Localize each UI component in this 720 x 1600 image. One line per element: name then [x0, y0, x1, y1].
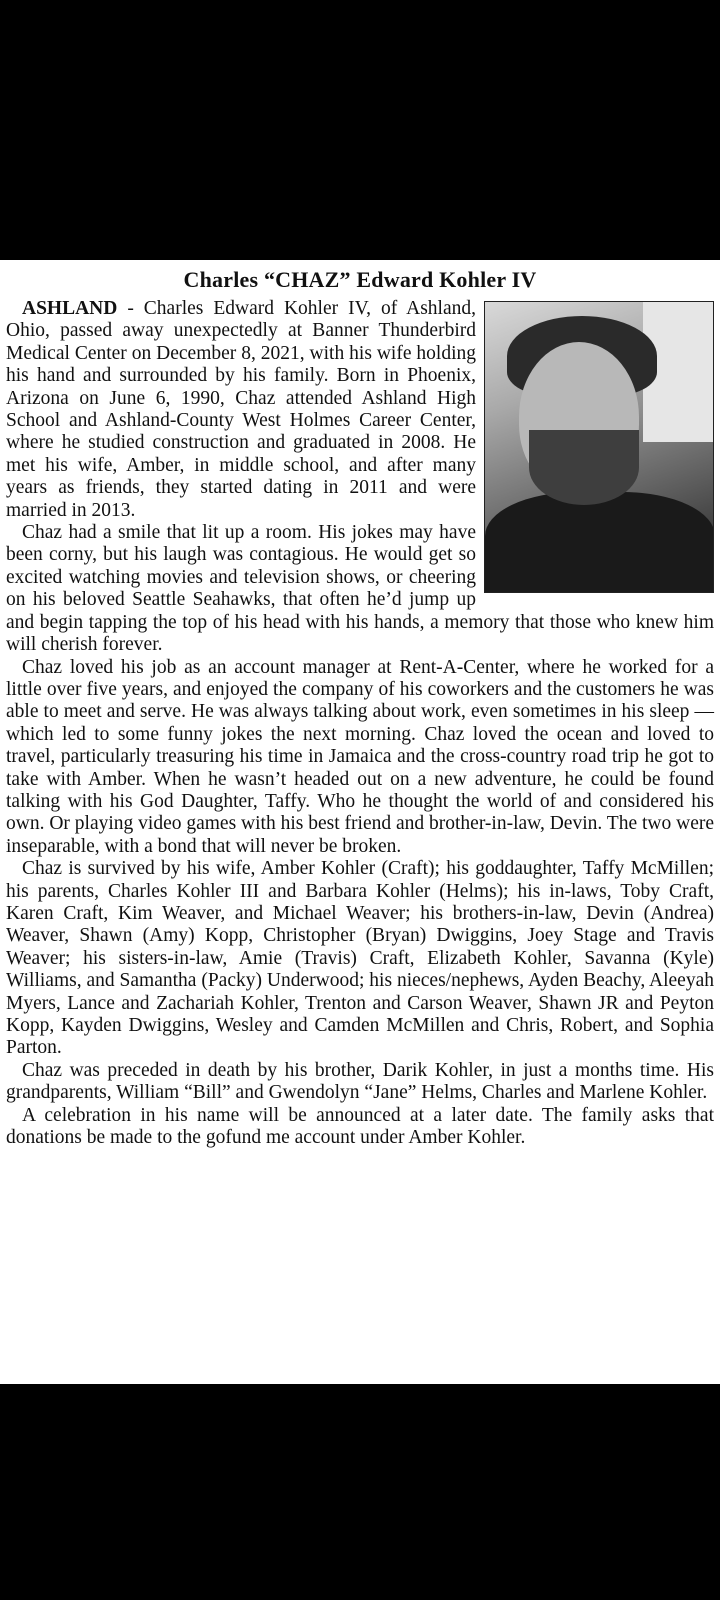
paragraph-2: Chaz had a smile that lit up a room. His jokes may have been corny, but his laugh was contagious. He would get so excited watching movies and television shows, or cheering on his beloved Seattle Seahawks, that often he’d jump up and begin tapping the top of his head with his hands, a memory that those who knew him will cherish forever.: [6, 522, 714, 656]
paragraph-5: Chaz was preceded in death by his brother, Darik Kohler, in just a months time. His grandparents, William “Bill” and Gwendolyn “Jane” Helms, Charles and Marlene Kohler.: [6, 1059, 714, 1104]
dateline: ASHLAND: [22, 298, 118, 319]
paragraph-6: A celebration in his name will be announced at a later date. The family asks that donations be made to the gofund me account under Amber Kohler.: [6, 1104, 714, 1149]
paragraph-3: Chaz loved his job as an account manager at Rent-A-Center, where he worked for a little over five years, and enjoyed the company of his coworkers and the customers he was able to meet and serve. He was always talking about work, even sometimes in his sleep — which led to some funny jokes the next morning. Chaz loved the ocean and loved to travel, particularly treasuring his time in Jamaica and the cross-country road trip he got to take with Amber. When he wasn’t headed out on a new adventure, he could be found talking with his God Daughter, Taffy. Who he thought the world of and considered his own. Or playing video games with his best friend and brother-in-law, Devin. The two were inseparable, with a bond that will never be broken.: [6, 656, 714, 857]
photo-body-silhouette: [485, 492, 714, 593]
paragraph-1-text: - Charles Edward Kohler IV, of Ashland, Ohio, passed away unexpectedly at Banner Thunderbird Medical Center on December 8, 2021, with his wife holding his hand and surrounded by his family. Born in Phoenix, Arizona on June 6, 1990, Chaz attended Ashland High School and Ashland-County West Holmes Career Center, where he studied construction and graduated in 2008. He met his wife, Amber, in middle school, and after many years as friends, they started dating in 2011 and were married in 2013.: [6, 298, 476, 521]
paragraph-4: Chaz is survived by his wife, Amber Kohler (Craft); his goddaughter, Taffy McMillen; his parents, Charles Kohler III and Barbara Kohler (Helms); his in-laws, Toby Craft, Karen Craft, Kim Weaver, and Michael Weaver; his brothers-in-law, Devin (Andrea) Weaver, Shawn (Amy) Kopp, Christopher (Bryan) Dwiggins, Joey Stage and Travis Weaver; his sisters-in-law, Amie (Travis) Craft, Elizabeth Kohler, Savanna (Kyle) Williams, and Samantha (Packy) Underwood; his nieces/nephews, Ayden Beachy, Aleeyah Myers, Lance and Zachariah Kohler, Trenton and Carson Weaver, Shawn JR and Peyton Kopp, Kayden Dwiggins, Wesley and Camden McMillen and Chris, Robert, and Sophia Parton.: [6, 858, 714, 1059]
photo-beard-silhouette: [529, 430, 639, 505]
obituary-page: [0, 260, 720, 1384]
portrait-photo: [484, 301, 714, 593]
obituary-title: Charles “CHAZ” Edward Kohler IV: [183, 267, 537, 292]
